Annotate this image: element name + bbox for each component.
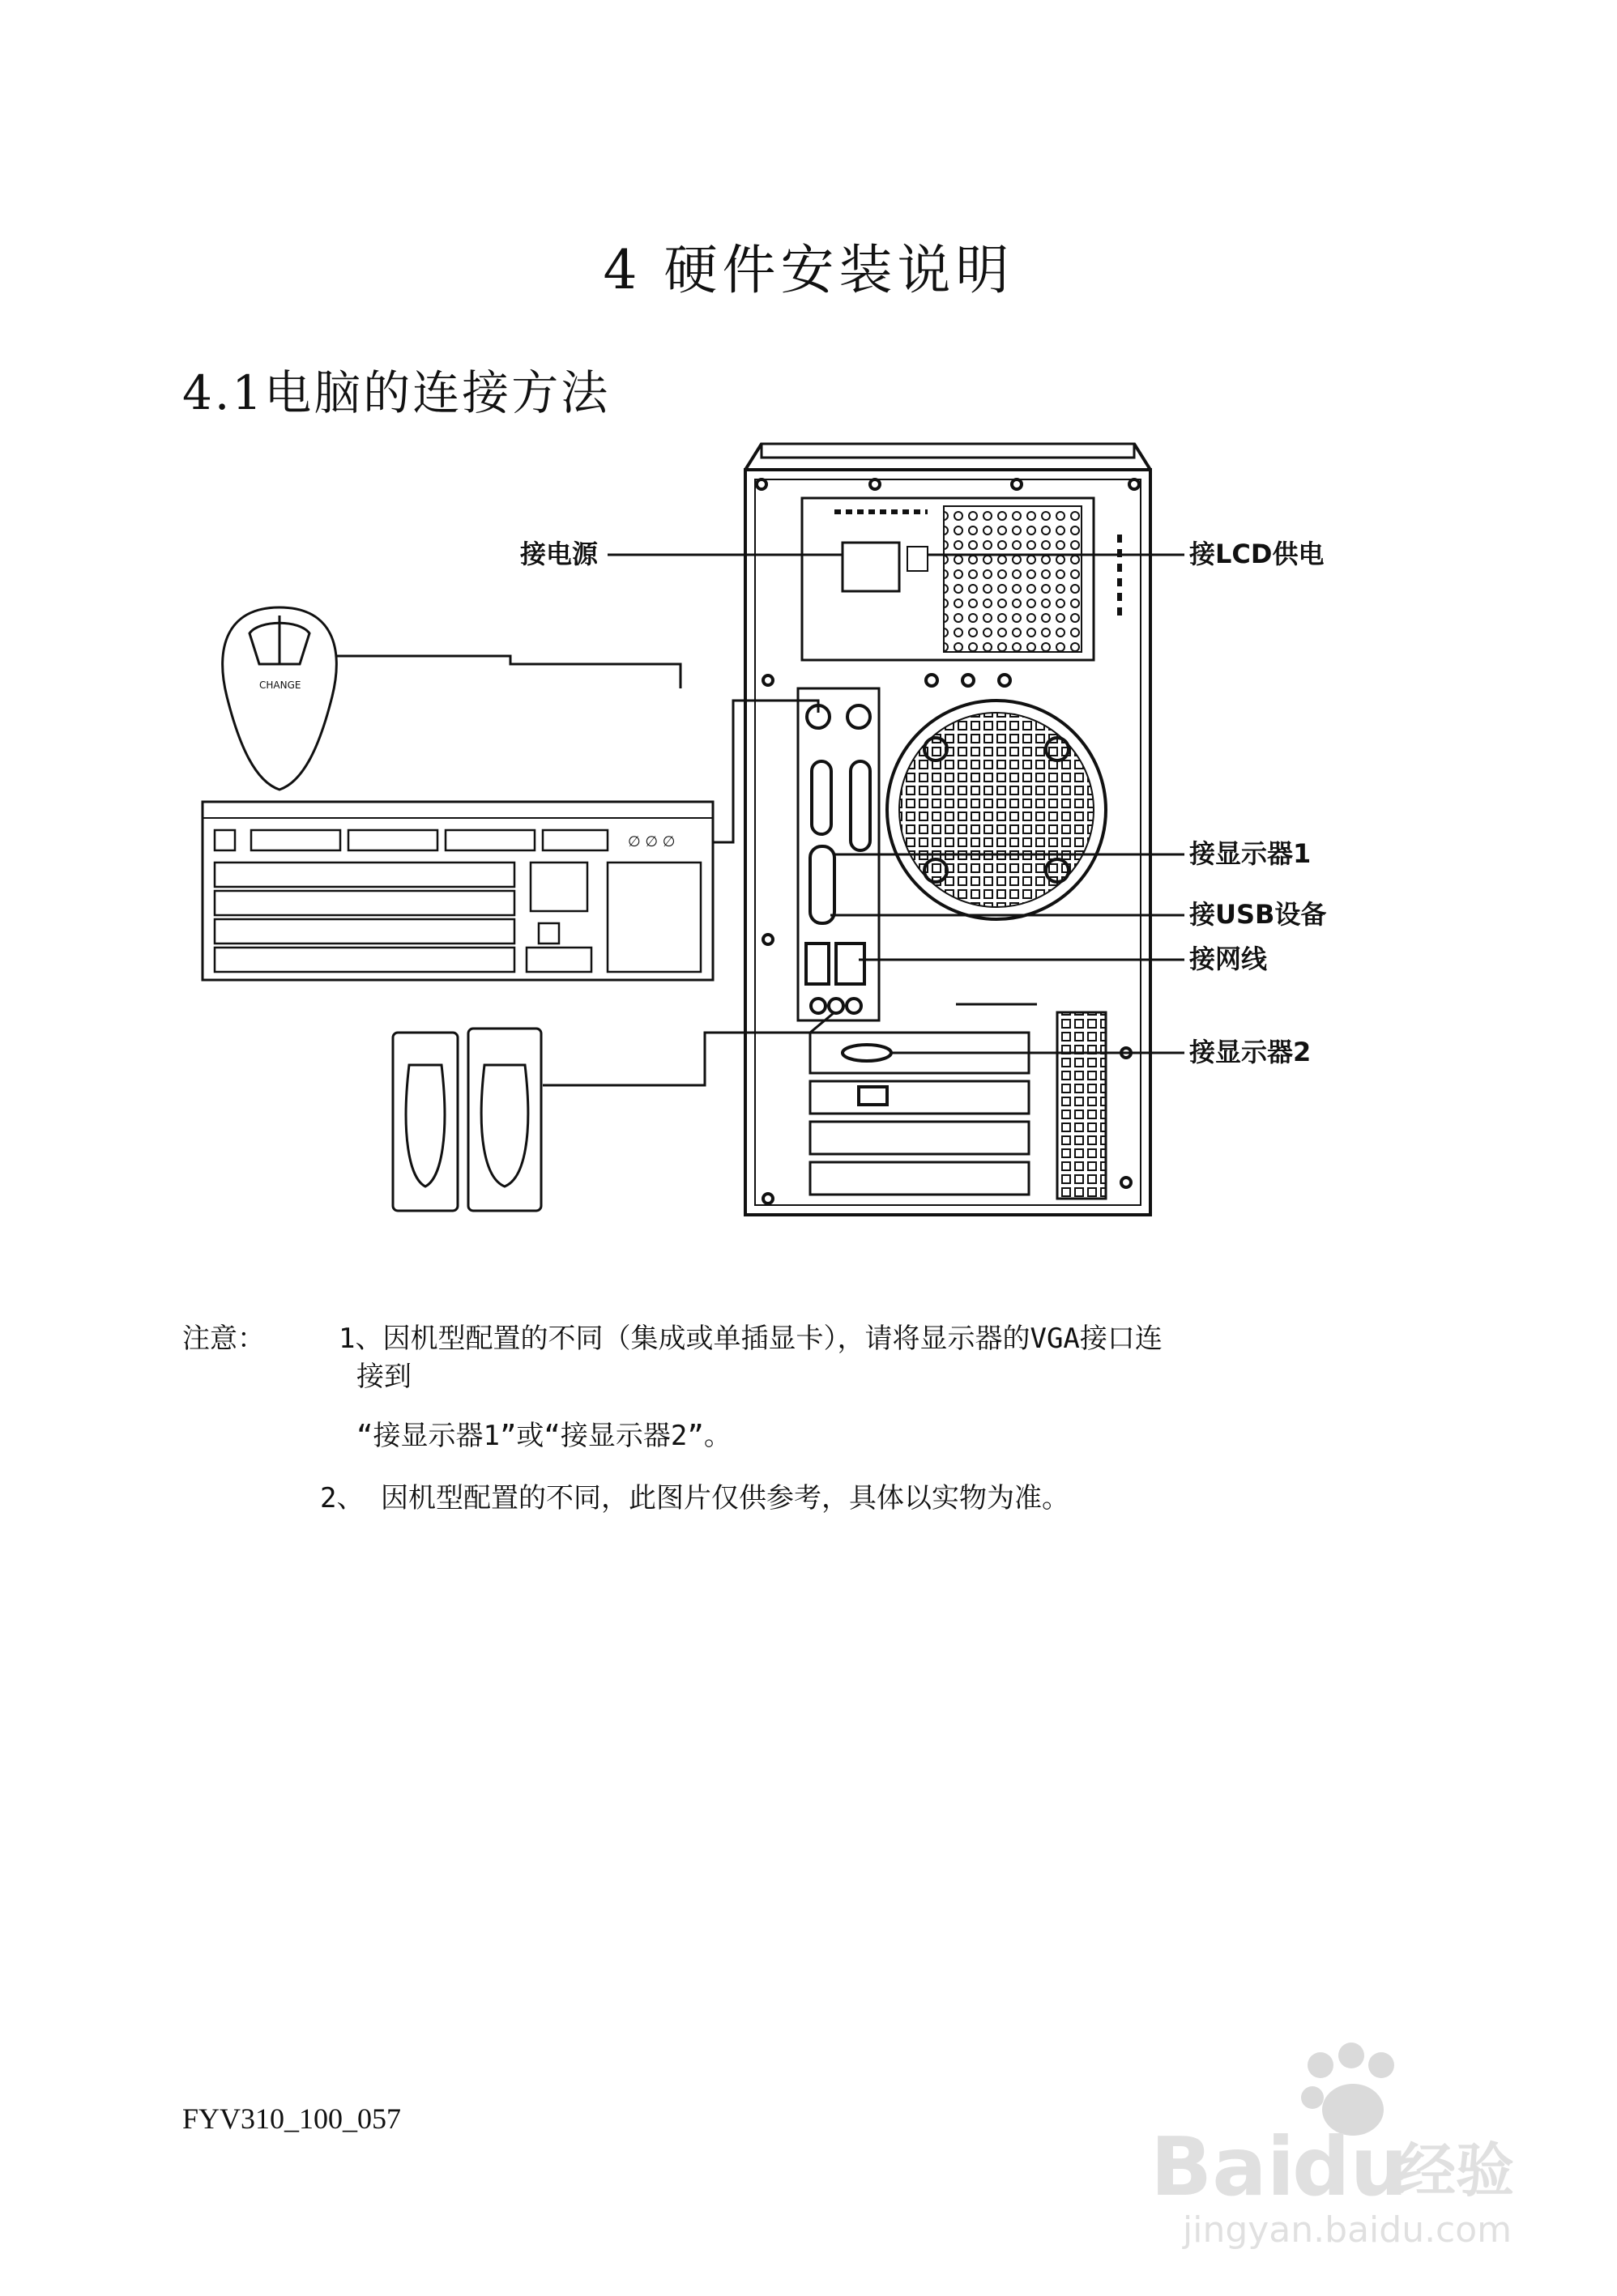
- mouse: [223, 607, 337, 790]
- note-item-1-line-2: 接到: [356, 1361, 412, 1393]
- watermark-url: jingyan.baidu.com: [1183, 2209, 1512, 2251]
- note-item-2: 2、 因机型配置的不同，此图片仅供参考，具体以实物为准。: [320, 1482, 1069, 1514]
- note-prefix: 注意：: [182, 1323, 265, 1355]
- label-power: 接电源: [520, 539, 599, 569]
- label-lcd-power: 接LCD供电: [1189, 539, 1325, 569]
- keyboard: [203, 802, 713, 980]
- mouse-brand: CHANGE: [259, 679, 301, 691]
- watermark-brand-2: du: [1292, 2119, 1408, 2214]
- connection-diagram: [178, 421, 1442, 1247]
- speakers: [393, 1029, 541, 1211]
- label-monitor-2: 接显示器2: [1189, 1037, 1312, 1067]
- note-item-1-line-1: 1、因机型配置的不同（集成或单插显卡），请将显示器的VGA接口连: [339, 1323, 1163, 1355]
- section-heading: 4.1电脑的连接方法: [182, 365, 611, 420]
- note-item-1-line-3: “接显示器1”或“接显示器2”。: [356, 1420, 732, 1452]
- label-usb: 接USB设备: [1189, 899, 1327, 930]
- page-title: 4 硬件安装说明: [603, 239, 1014, 301]
- pc-tower: [745, 444, 1150, 1215]
- watermark-cn: 经验: [1397, 2136, 1515, 2204]
- svg-text:∅ ∅ ∅: ∅ ∅ ∅: [628, 833, 676, 850]
- document-code: FYV310_100_057: [182, 2102, 402, 2135]
- label-network: 接网线: [1189, 944, 1268, 974]
- watermark-brand: Bai: [1150, 2119, 1295, 2214]
- label-monitor-1: 接显示器1: [1189, 838, 1312, 869]
- baidu-watermark: [1150, 2033, 1555, 2260]
